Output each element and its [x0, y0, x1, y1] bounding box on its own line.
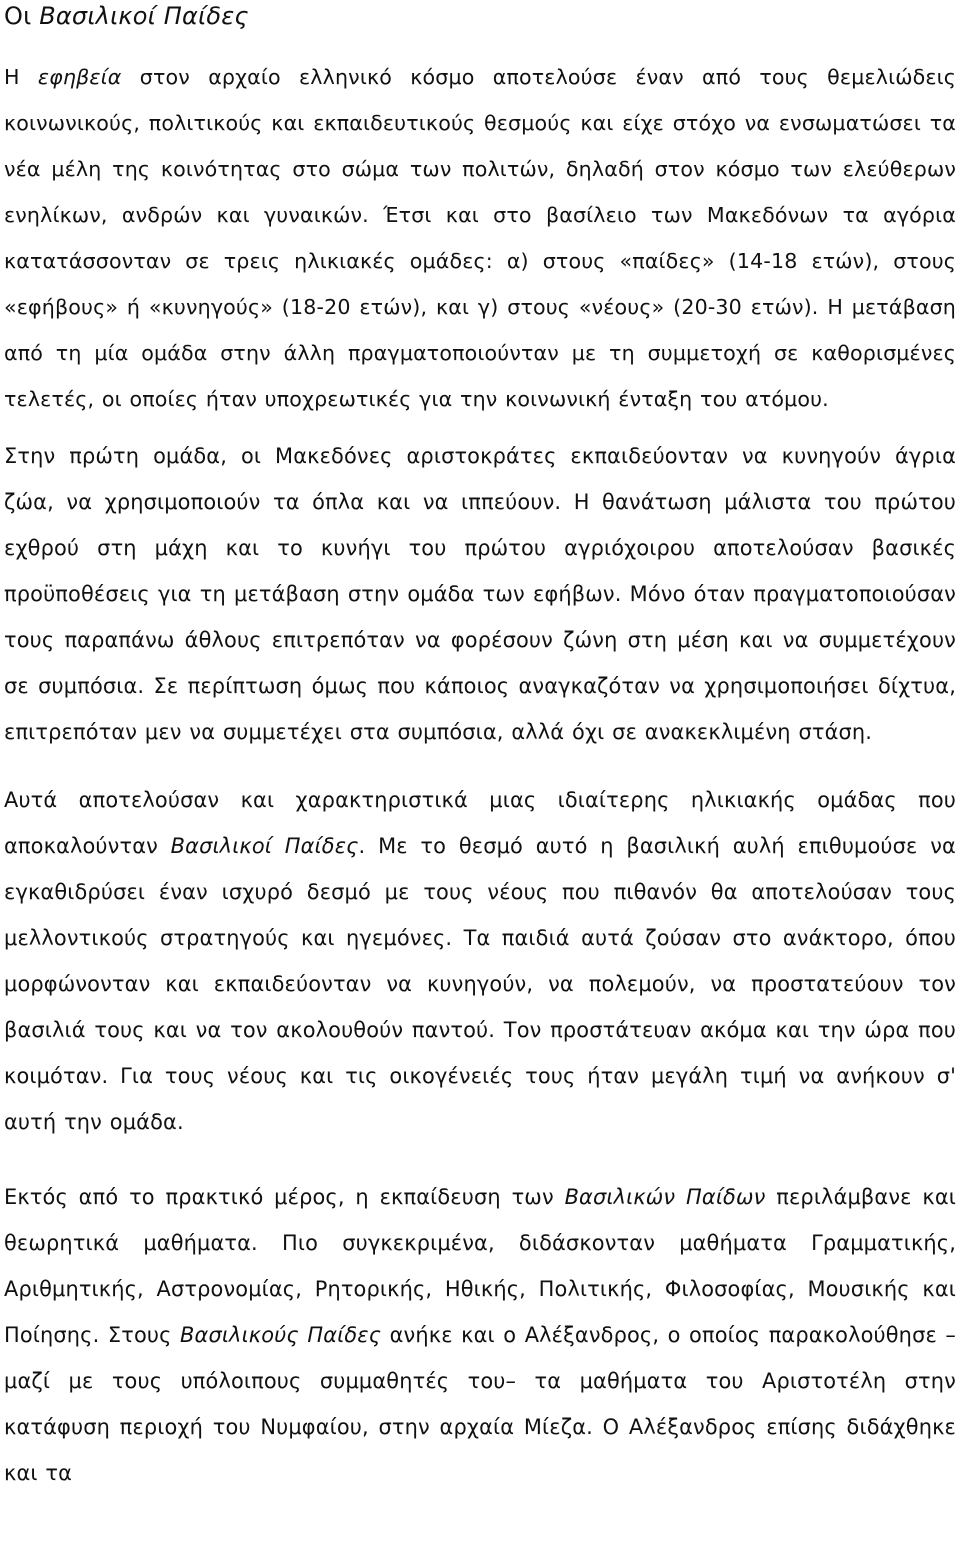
title-emphasis: Βασιλικοί Παίδες	[39, 2, 249, 30]
p4-term-royal-pages-gen: Βασιλικών Παίδων	[564, 1185, 766, 1209]
p4-lead: Εκτός από το πρακτικό μέρος, η εκπαίδευση των	[4, 1185, 565, 1209]
paragraph-first-group: Στην πρώτη ομάδα, οι Μακεδόνες αριστοκράτες εκπαιδεύονταν να κυνηγούν άγρια ζώα, να χρησιμοποιούν τα όπλα και να ιππεύουν. Η θανάτωση μάλιστα του πρώτου εχθρού στη μάχη και το κυνήγι του πρώτου αγριόχοιρου αποτελούσαν βασικές προϋποθέσεις για τη μετάβαση στην ομάδα των εφήβων. Μόνο όταν πραγματοποιούσαν τους παραπάνω άθλους επιτρεπόταν να φορέσουν ζώνη στη μέση και να συμμετέχουν σε συμπόσια. Σε περίπτωση όμως που κάποιος αναγκαζόταν να χρησιμοποιήσει δίχτυα, επιτρεπόταν μεν να συμμετέχει στα συμπόσια, αλλά όχι σε ανακεκλιμένη στάση.	[4, 444, 956, 744]
paragraph-education	[4, 1174, 956, 1496]
p1-lead: Η	[4, 65, 38, 89]
document-title	[4, 0, 956, 30]
p3-lead: Αυτά αποτελούσαν και χαρακτηριστικά μιας ιδιαίτερης ηλικιακής ομάδας που αποκαλούνταν	[4, 788, 956, 858]
p4-term-royal-pages-acc: Βασιλικούς Παίδες	[180, 1323, 382, 1347]
title-prefix: Οι	[4, 2, 40, 30]
p1-term-ephebeia: εφηβεία	[37, 65, 122, 89]
paragraph-royal-pages	[4, 777, 956, 1145]
p3-body: . Με το θεσμό αυτό η βασιλική αυλή επιθυμούσε να εγκαθιδρύσει έναν ισχυρό δεσμό με τους νέους που πιθανόν θα αποτελούσαν τους μελλοντικούς στρατηγούς και ηγεμόνες. Τα παιδιά αυτά ζούσαν στο ανάκτορο, όπου μορφώνονταν και εκπαιδεύονταν να κυνηγούν, να πολεμούν, να προστατεύουν τον βασιλιά τους και να τον ακολουθούν παντού. Τον προστάτευαν ακόμα και την ώρα που κοιμόταν. Για τους νέους και τις οικογένειές τους ήταν μεγάλη τιμή να ανήκουν σ' αυτή την ομάδα.	[4, 834, 956, 1134]
p4-tail: ανήκε και ο Αλέξανδρος, ο οποίος παρακολούθησε –μαζί με τους υπόλοιπους συμμαθητές του– τα μαθήματα του Αριστοτέλη στην κατάφυση περιοχή του Νυμφαίου, στην αρχαία Μίεζα. Ο Αλέξανδρος επίσης διδάχθηκε και τα	[4, 1323, 957, 1485]
p1-body: στον αρχαίο ελληνικό κόσμο αποτελούσε έναν από τους θεμελιώδεις κοινωνικούς, πολιτικούς και εκπαιδευτικούς θεσμούς και είχε στόχο να ενσωματώσει τα νέα μέλη της κοινότητας στο σώμα των πολιτών, δηλαδή στον κόσμο των ελεύθερων ενηλίκων, ανδρών και γυναικών. Έτσι και στο βασίλειο των Μακεδόνων τα αγόρια κατατάσσονταν σε τρεις ηλικιακές ομάδες: α) στους «παίδες» (14-18 ετών), στους «εφήβους» ή «κυνηγούς» (18-20 ετών), και γ) στους «νέους» (20-30 ετών). Η μετάβαση από τη μία ομάδα στην άλλη πραγματοποιούνταν με τη συμμετοχή σε καθορισμένες τελετές, οι οποίες ήταν υποχρεωτικές για την κοινωνική ένταξη του ατόμου.	[4, 65, 956, 411]
paragraph-ephebeia	[4, 54, 956, 422]
p4-body: περιλάμβανε και θεωρητικά μαθήματα. Πιο συγκεκριμένα, διδάσκονταν μαθήματα Γραμματικής, Αριθμητικής, Αστρονομίας, Ρητορικής, Ηθικής, Πολιτικής, Φιλοσοφίας, Μουσικής και Ποίησης. Στους	[4, 1185, 956, 1347]
p3-term-royal-pages: Βασιλικοί Παίδες	[170, 834, 359, 858]
